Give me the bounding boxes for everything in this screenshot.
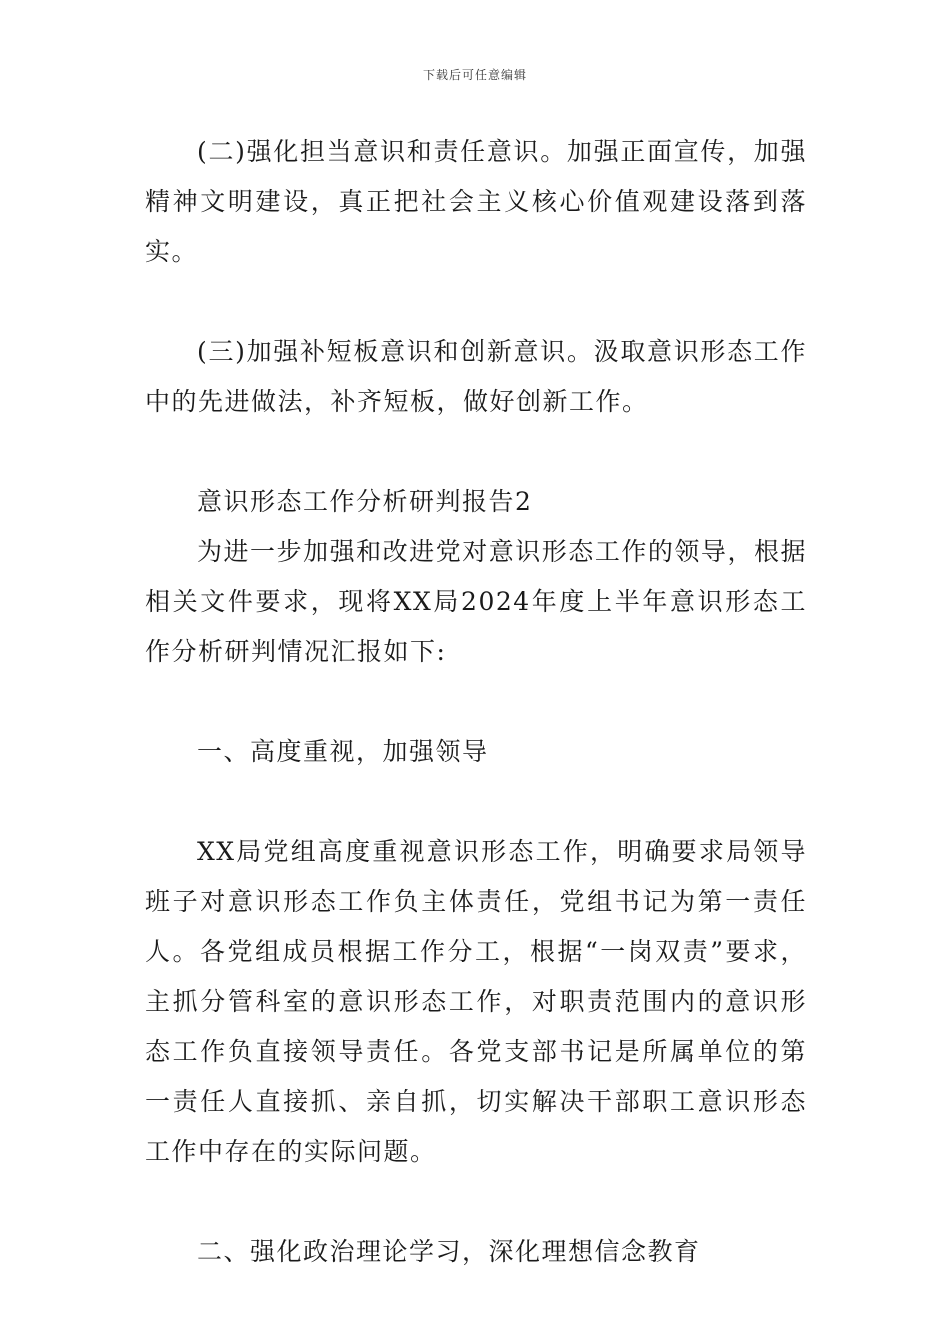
paragraph-point-3: (三)加强补短板意识和创新意识。汲取意识形态工作中的先进做法，补齐短板，做好创新工作。	[145, 337, 807, 416]
intro-paragraph: 为进一步加强和改进党对意识形态工作的领导，根据相关文件要求，现将XX局2024年度上半年意识形态工作分析研判情况汇报如下:	[145, 537, 807, 666]
paragraph-gap	[145, 277, 807, 327]
section-1-body: XX局党组高度重视意识形态工作，明确要求局领导班子对意识形态工作负主体责任，党组书记为第一责任人。各党组成员根据工作分工，根据“一岗双责”要求，主抓分管科室的意识形态工作，对职责范围内的意识形态工作负直接领导责任。各党支部书记是所属单位的第一责任人直接抓、亲自抓，切实解决干部职工意识形态工作中存在的实际问题。	[145, 837, 807, 1166]
section-2-heading: 二、强化政治理论学习，深化理想信念教育	[197, 1237, 701, 1266]
download-note: 下载后可任意编辑	[422, 68, 527, 82]
paragraph-gap	[145, 427, 807, 477]
paragraph-gap	[145, 777, 807, 827]
section-1-heading: 一、高度重视，加强领导	[197, 737, 489, 766]
paragraph-gap	[145, 677, 807, 727]
paragraph-point-2: (二)强化担当意识和责任意识。加强正面宣传，加强精神文明建设，真正把社会主义核心价值观建设落到落实。	[145, 137, 807, 266]
document-body	[145, 127, 807, 1277]
paragraph-gap	[145, 1177, 807, 1227]
report-title: 意识形态工作分析研判报告2	[197, 487, 533, 516]
